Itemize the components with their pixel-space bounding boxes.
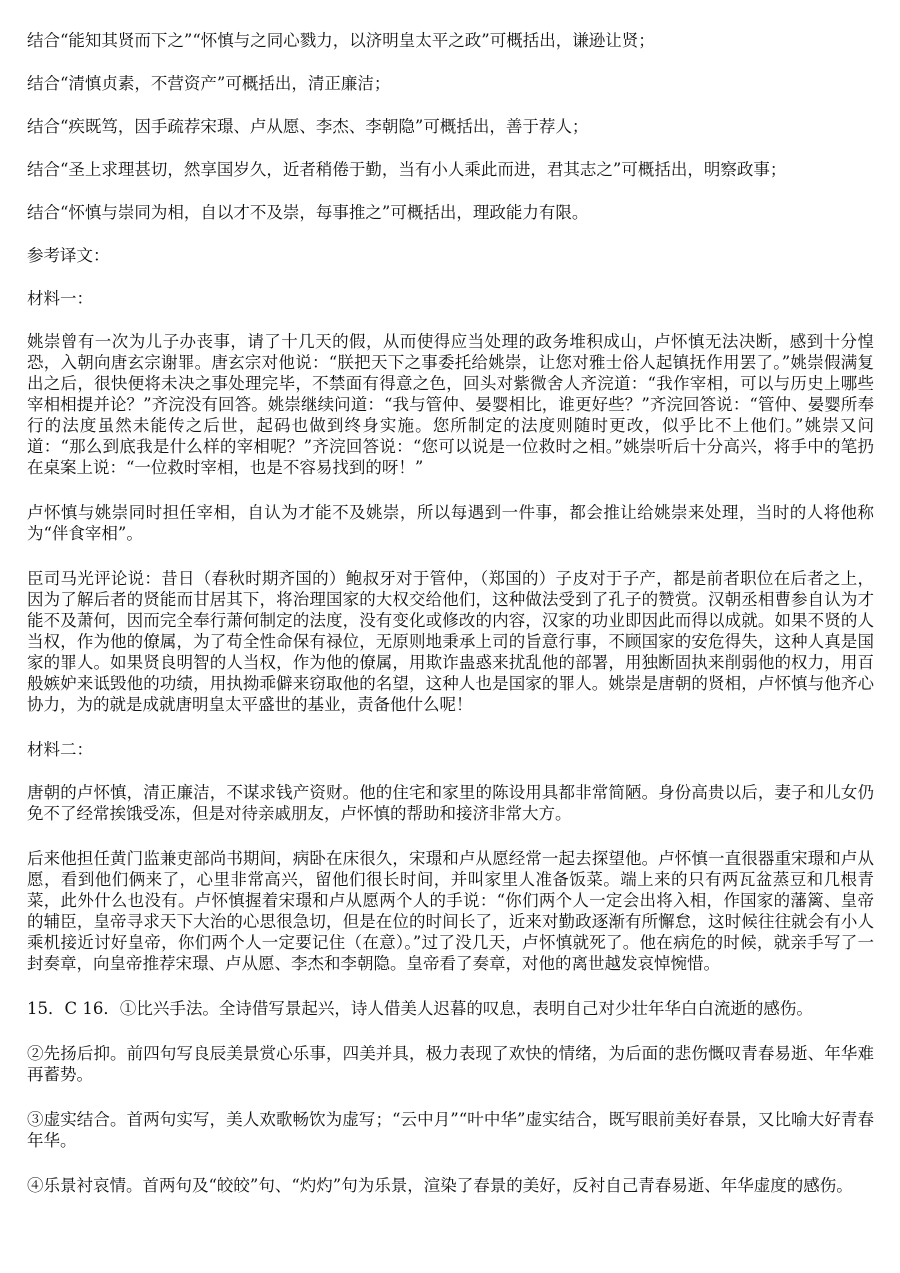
- material-one-paragraph-1: 姚崇曾有一次为儿子办丧事，请了十几天的假，从而使得应当处理的政务堆积成山，卢怀慎无法决断，感到十分惶恐，入朝向唐玄宗谢罪。唐玄宗对他说：“朕把天下之事委托给姚崇，让您对雅士俗人起镇抚作用罢了。”姚崇假满复出之后，很快便将未决之事处理完毕，不禁面有得意之色，回头对紫微舍人齐浣道：“我作宰相，可以与历史上哪些宰相相提并论？”齐浣没有回答。姚崇继续问道：“我与管仲、晏婴相比，谁更好些？”齐浣回答说：“管仲、晏婴所奉行的法度虽然未能传之后世，起码也做到终身实施。您所制定的法度则随时更改，似乎比不上他们。”姚崇又问道：“那么到底我是什么样的宰相呢？”齐浣回答说：“您可以说是一位救时之相。”姚崇听后十分高兴，将手中的笔扔在桌案上说：“一位救时宰相，也是不容易找到的呀！”: [27, 332, 874, 477]
- summary-line-4: 结合“圣上求理甚切，然享国岁久，近者稍倦于勤，当有小人乘此而进，君其志之”可概括出，明察政事；: [27, 160, 787, 179]
- answer-point-4: ④乐景衬哀情。首两句及“皎皎”句、“灼灼”句为乐景，渲染了春景的美好，反衬自己青春易逝、年华虚度的感伤。: [27, 1176, 853, 1195]
- material-one-paragraph-2: 卢怀慎与姚崇同时担任宰相，自认为才能不及姚崇，所以每遇到一件事，都会推让给姚崇来处理，当时的人将他称为“伴食宰相”。: [27, 503, 874, 543]
- material-two-heading: 材料二：: [27, 740, 93, 759]
- summary-line-3: 结合“疾既笃，因手疏荐宋璟、卢从愿、李杰、李朝隐”可概括出，善于荐人；: [27, 117, 589, 136]
- answer-point-2: ②先扬后抑。前四句写良辰美景赏心乐事，四美并具，极力表现了欢快的情绪，为后面的悲伤慨叹青春易逝、年华难再蓄势。: [27, 1044, 874, 1084]
- material-two-paragraph-2: 后来他担任黄门监兼吏部尚书期间，病卧在床很久，宋璟和卢从愿经常一起去探望他。卢怀慎一直很器重宋璟和卢从愿，看到他们俩来了，心里非常高兴，留他们很长时间，并叫家里人准备饭菜。端上来的只有两瓦盆蒸豆和几根青菜，此外什么也没有。卢怀慎握着宋璟和卢从愿两个人的手说：“你们两个人一定会出将入相，作国家的藩篱、皇帝的辅臣，皇帝寻求天下大治的心思很急切，但是在位的时间长了，近来对勤政逐渐有所懈怠，这时候往往就会有小人乘机接近讨好皇帝，你们两个人一定要记住（在意）。”过了没几天，卢怀慎就死了。他在病危的时候，就亲手写了一封奏章，向皇帝推荐宋璟、卢从愿、李杰和李朝隐。皇帝看了奏章，对他的离世越发哀悼惋惜。: [27, 849, 874, 973]
- summary-line-1: 结合“能知其贤而下之”“怀慎与之同心戮力，以济明皇太平之政”可概括出，谦逊让贤；: [27, 31, 655, 50]
- material-one-heading: 材料一：: [27, 289, 93, 308]
- answer-point-3: ③虚实结合。首两句实写，美人欢歌畅饮为虚写；“云中月”“叶中华”虚实结合，既写眼前美好春景，又比喻大好青春年华。: [27, 1110, 874, 1150]
- answer-15-16: 15．C 16．①比兴手法。全诗借写景起兴，诗人借美人迟暮的叹息，表明自己对少壮年华白白流逝的感伤。: [27, 999, 813, 1018]
- summary-line-5: 结合“怀慎与崇同为相，自以才不及崇，每事推之”可概括出，理政能力有限。: [27, 203, 589, 222]
- translation-heading: 参考译文：: [27, 246, 110, 265]
- material-one-paragraph-3: 臣司马光评论说：昔日（春秋时期齐国的）鲍叔牙对于管仲，（郑国的）子皮对于子产，都是前者职位在后者之上，因为了解后者的贤能而甘居其下，将治理国家的大权交给他们，这种做法受到了孔子的赞赏。汉朝丞相曹参自认为才能不及萧何，因而完全奉行萧何制定的法度，没有变化或修改的内容，汉家的功业即因此而得以成就。如果不贤的人当权，作为他的僚属，为了苟全性命保有禄位，无原则地秉承上司的旨意行事，不顾国家的安危得失，这种人真是国家的罪人。如果贤良明智的人当权，作为他的僚属，用欺诈蛊惑来扰乱他的部署，用独断固执来削弱他的权力，用百般嫉妒来诋毁他的功绩，用执拗乖僻来窃取他的名望，这种人也是国家的罪人。姚崇是唐朝的贤相，卢怀慎与他齐心协力，为的就是成就唐明皇太平盛世的基业，责备他什么呢！: [27, 569, 874, 714]
- summary-line-2: 结合“清慎贞素，不营资产”可概括出，清正廉洁；: [27, 74, 391, 93]
- material-two-paragraph-1: 唐朝的卢怀慎，清正廉洁，不谋求钱产资财。他的住宅和家里的陈设用具都非常简陋。身份高贵以后，妻子和儿女仍免不了经常挨饿受冻，但是对待亲戚朋友，卢怀慎的帮助和接济非常大方。: [27, 783, 874, 823]
